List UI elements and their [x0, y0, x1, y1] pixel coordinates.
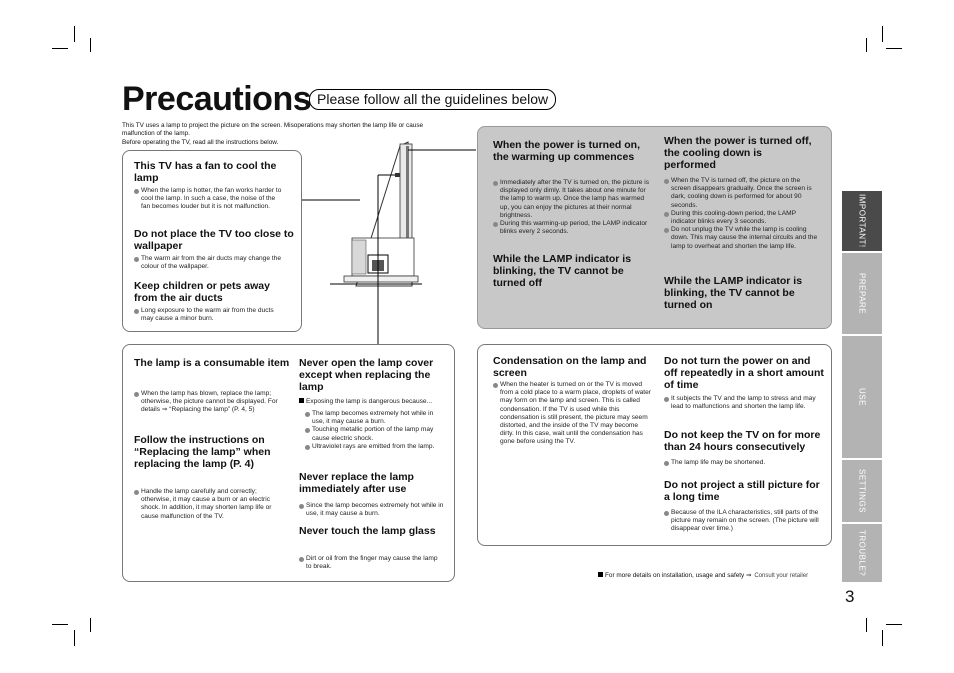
crop-mark	[866, 38, 867, 52]
crop-mark	[74, 26, 75, 42]
replacing-body	[134, 488, 284, 521]
intro-line-1: This TV uses a lamp to project the picture on the screen. Misoperations may shorten the lamp life or cause malfunction of the lamp.	[122, 122, 424, 138]
crop-mark	[90, 38, 91, 52]
crop-mark	[866, 618, 867, 632]
glass-heading: Never touch the lamp glass	[299, 525, 436, 537]
wallpaper-text: The warm air from the air ducts may change the colour of the wallpaper.	[134, 255, 284, 271]
tab-important-label: IMPORTANT!	[857, 194, 867, 248]
intro-line-2: Before operating the TV, read all the instructions below.	[122, 138, 279, 146]
tab-prepare[interactable]	[842, 253, 882, 334]
cooldown-bullet-1: When the TV is turned off, the picture on the screen disappears gradually. Once the screen is dark, cooling down is performed for about 90 seconds.	[664, 177, 819, 210]
crop-mark	[90, 618, 91, 632]
warmup-bullet-2: During this warming-up period, the LAMP indicator blinks every 2 seconds.	[493, 220, 651, 236]
still-picture-body	[664, 509, 824, 534]
cover-bullet-3: Ultraviolet rays are emitted from the lamp.	[305, 443, 445, 451]
crop-mark	[886, 48, 902, 49]
crop-mark	[74, 630, 75, 646]
fan-heading: This TV has a fan to cool the lamp	[134, 160, 277, 184]
tab-settings[interactable]	[842, 460, 882, 522]
condensation-heading: Condensation on the lamp and screen	[493, 355, 647, 379]
tab-use[interactable]	[842, 336, 882, 458]
tv-illustration	[300, 138, 480, 348]
glass-text: Dirt or oil from the finger may cause the lamp to break.	[299, 555, 444, 571]
still-picture-text: Because of the ILA characteristics, still parts of the picture may remain on the screen. (The picture will disappear over time.)	[664, 509, 824, 534]
replacing-text: Handle the lamp carefully and correctly; otherwise, it may cause a burn or an electric shock. In addition, it may shorten lamp life or cause malfunction of the TV.	[134, 488, 284, 521]
wallpaper-body	[134, 255, 284, 271]
consumable-body	[134, 390, 284, 415]
24-hours-heading: Do not keep the TV on for more than 24 hours consecutively	[664, 429, 821, 453]
cannot-turn-on-heading: While the LAMP indicator is blinking, the TV cannot be turned on	[664, 275, 803, 311]
tab-important[interactable]	[842, 191, 882, 251]
cover-bullet-1: The lamp becomes extremely hot while in use, it may cause a burn.	[305, 410, 445, 426]
after-use-body	[299, 502, 444, 518]
warmup-bullet-1: Immediately after the TV is turned on, the picture is displayed only dimly. It takes about one minute for the lamp to warm up. Once the lamp has warmed up, you can enjoy the pictures at their normal brightness.	[493, 179, 651, 220]
children-text: Long exposure to the warm air from the ducts may cause a minor burn.	[134, 307, 284, 323]
after-use-heading: Never replace the lamp immediately after use	[299, 471, 414, 495]
cover-note: Exposing the lamp is dangerous because...	[299, 398, 449, 406]
power-repeat-text: It subjects the TV and the lamp to stress and may lead to malfunctions and shorten the lamp life.	[664, 395, 824, 411]
warmup-bullets	[493, 179, 651, 236]
consumable-heading: The lamp is a consumable item	[134, 357, 290, 369]
crop-mark	[882, 630, 883, 646]
power-repeat-body	[664, 395, 824, 411]
glass-body	[299, 555, 444, 571]
24-hours-body	[664, 459, 824, 467]
condensation-body	[493, 381, 651, 447]
crop-mark	[882, 26, 883, 42]
condensation-text: When the heater is turned on or the TV is moved from a cold place to a warm place, droplets of water may form on the lamp and screen. This is called condensation. If the TV is used while this condensation is still present, the picture may seem distorted, and the inside of the TV may become dirty. In this case, wait until the condensation has gone before using the TV.	[493, 381, 651, 447]
page-number: 3	[845, 587, 855, 606]
tab-trouble-label: TROUBLE?	[857, 529, 867, 577]
cover-heading: Never open the lamp cover except when replacing the lamp	[299, 357, 434, 393]
cannot-turn-off-heading: While the LAMP indicator is blinking, the TV cannot be turned off	[493, 253, 632, 289]
power-repeat-heading: Do not turn the power on and off repeatedly in a short amount of time	[664, 355, 824, 391]
children-heading: Keep children or pets away from the air ducts	[134, 280, 270, 304]
warmup-heading: When the power is turned on, the warming up commences	[493, 139, 640, 163]
cooldown-bullet-2: During this cooling-down period, the LAMP indicator blinks every 3 seconds.	[664, 210, 819, 226]
tab-prepare-label: PREPARE	[857, 272, 867, 315]
consumable-text: When the lamp has blown, replace the lamp; otherwise, the picture cannot be displayed. For details ⇒ “Replacing the lamp” (P. 4, 5)	[134, 390, 284, 415]
footer-retailer: Consult your retailer	[754, 573, 809, 579]
tab-settings-label: SETTINGS	[857, 468, 867, 513]
tab-trouble[interactable]	[842, 524, 882, 582]
crop-mark	[52, 624, 68, 625]
cover-bullets	[305, 410, 445, 451]
cooldown-heading: When the power is turned off, the cooling down is performed	[664, 135, 812, 171]
cooldown-bullets	[664, 177, 819, 251]
24-hours-text: The lamp life may be shortened.	[664, 459, 824, 467]
page-title: Precautions	[122, 80, 312, 118]
footer-note	[598, 571, 808, 579]
wallpaper-heading: Do not place the TV too close to wallpaper	[134, 228, 294, 252]
replacing-heading: Follow the instructions on “Replacing the lamp” when replacing the lamp (P. 4)	[134, 434, 271, 470]
crop-mark	[886, 624, 902, 625]
still-picture-heading: Do not project a still picture for a long time	[664, 479, 820, 503]
crop-mark	[52, 48, 68, 49]
cover-bullet-2: Touching metallic portion of the lamp may cause electric shock.	[305, 426, 445, 442]
fan-text: When the lamp is hotter, the fan works harder to cool the lamp. In such a case, the noise of the fan becomes louder but it is not malfunction.	[134, 187, 284, 212]
footer-note-text: For more details on installation, usage and safety ⇒	[605, 572, 752, 579]
page-subtitle: Please follow all the guidelines below	[309, 89, 556, 110]
cooldown-bullet-3: Do not unplug the TV while the lamp is cooling down. This may cause the internal circuits and the lamp to overheat and shorten the lamp life.	[664, 226, 819, 251]
after-use-text: Since the lamp becomes extremely hot while in use, it may cause a burn.	[299, 502, 444, 518]
fan-body	[134, 187, 284, 212]
tab-use-label: USE	[857, 388, 867, 406]
children-body	[134, 307, 284, 323]
